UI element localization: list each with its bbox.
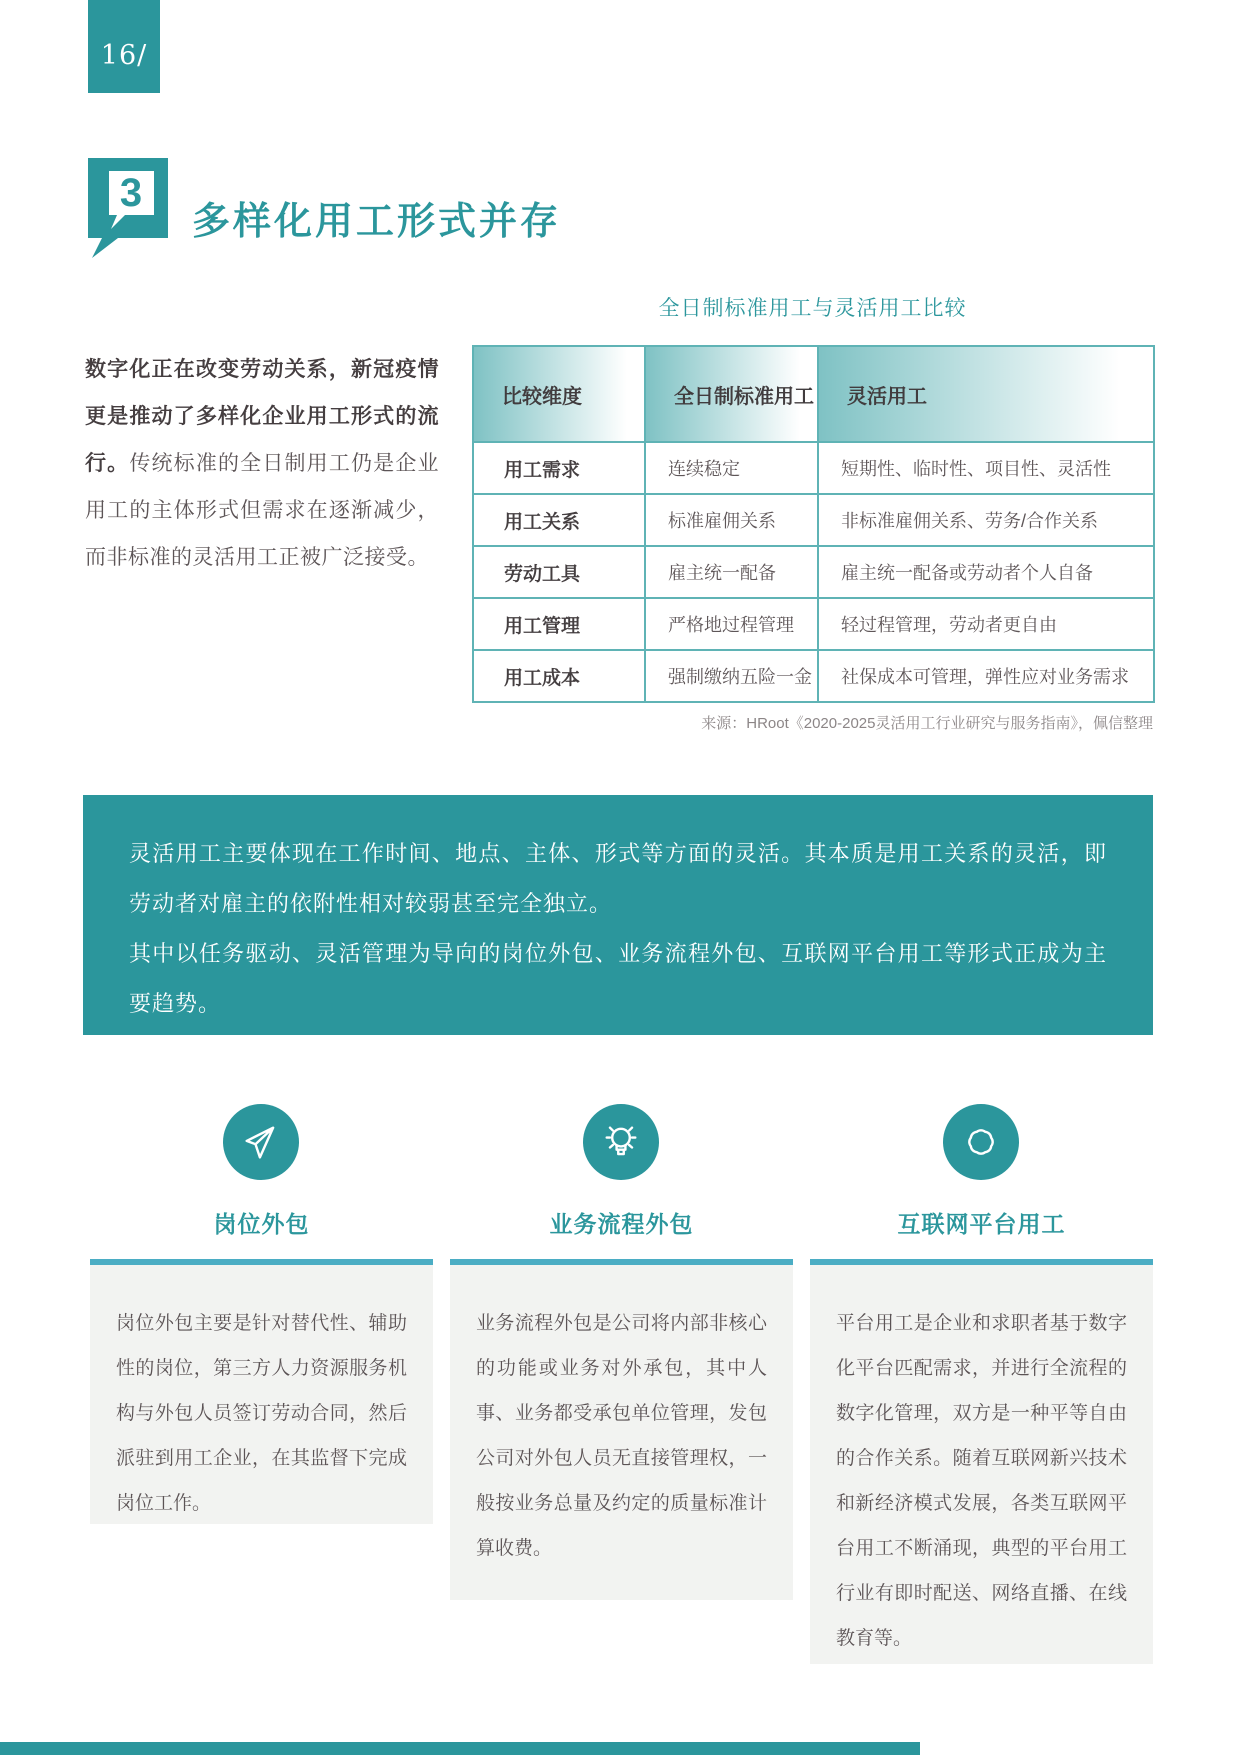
column-title-platform: 互联网平台用工 xyxy=(897,1211,1066,1237)
fulltime-cell: 严格地过程管理 xyxy=(645,598,818,650)
bottom-accent-bar xyxy=(0,1742,920,1755)
fulltime-cell: 雇主统一配备 xyxy=(645,546,818,598)
header-cell-fulltime: 全日制标准用工 xyxy=(645,346,818,442)
fulltime-cell: 连续稳定 xyxy=(645,442,818,494)
intro-paragraph xyxy=(85,346,439,581)
table-row xyxy=(473,546,1154,598)
section-badge xyxy=(88,158,170,260)
column-title-bpo: 业务流程外包 xyxy=(549,1211,694,1237)
intro-normal-text: 传统标准的全日制用工仍是企业用工的主体形式但需求在逐渐减少，而非标准的灵活用工正被广泛接受。 xyxy=(85,452,440,569)
table-row xyxy=(473,442,1154,494)
comparison-table xyxy=(472,345,1153,703)
row-label: 用工成本 xyxy=(473,650,645,702)
table-row xyxy=(473,650,1154,702)
row-label: 用工需求 xyxy=(473,442,645,494)
card-text: 岗位外包主要是针对替代性、辅助性的岗位，第三方人力资源服务机构与外包人员签订劳动合同，然后派驻到用工企业，在其监督下完成岗位工作。 xyxy=(90,1265,433,1524)
intro-bold-text: 数字化正在改变劳动关系，新冠疫情更是推动了多样化企业用工形式的流行。 xyxy=(85,358,439,475)
card-bpo xyxy=(450,1259,793,1600)
row-label: 劳动工具 xyxy=(473,546,645,598)
card-text: 平台用工是企业和求职者基于数字化平台匹配需求，并进行全流程的数字化管理，双方是一种平等自由的合作关系。随着互联网新兴技术和新经济模式发展，各类互联网平台用工不断涌现，典型的平台用工行业有即时配送、网络直播、在线教育等。 xyxy=(810,1265,1153,1664)
table-row xyxy=(473,598,1154,650)
lightbulb-icon xyxy=(583,1104,659,1180)
header-cell-dimension: 比较维度 xyxy=(473,346,645,442)
flexible-cell: 短期性、临时性、项目性、灵活性 xyxy=(818,442,1154,494)
header-cell-flexible: 灵活用工 xyxy=(818,346,1154,442)
row-label: 用工关系 xyxy=(473,494,645,546)
row-label: 用工管理 xyxy=(473,598,645,650)
flexible-cell: 社保成本可管理，弹性应对业务需求 xyxy=(818,650,1154,702)
gear-icon xyxy=(943,1104,1019,1180)
highlight-paragraph-1: 灵活用工主要体现在工作时间、地点、主体、形式等方面的灵活。其本质是用工关系的灵活，即劳动者对雇主的依附性相对较弱甚至完全独立。 xyxy=(129,841,1107,916)
card-job-outsourcing xyxy=(90,1259,433,1524)
highlight-banner xyxy=(83,795,1153,1035)
card-platform xyxy=(810,1259,1153,1664)
flexible-cell: 轻过程管理，劳动者更自由 xyxy=(818,598,1154,650)
flexible-cell: 雇主统一配备或劳动者个人自备 xyxy=(818,546,1154,598)
table-title: 全日制标准用工与灵活用工比较 xyxy=(658,297,967,320)
badge-number: 3 xyxy=(119,171,143,215)
paper-plane-icon xyxy=(223,1104,299,1180)
fulltime-cell: 标准雇佣关系 xyxy=(645,494,818,546)
table-header-row xyxy=(473,346,1154,442)
fulltime-cell: 强制缴纳五险一金 xyxy=(645,650,818,702)
table-row xyxy=(473,494,1154,546)
highlight-paragraph-2: 其中以任务驱动、灵活管理为导向的岗位外包、业务流程外包、互联网平台用工等形式正成为主要趋势。 xyxy=(129,941,1107,1016)
section-title: 多样化用工形式并存 xyxy=(192,201,562,243)
page-number-badge: 16/ xyxy=(88,0,160,93)
source-note: 来源：HRoot《2020-2025灵活用工行业研究与服务指南》，佩信整理 xyxy=(701,715,1153,732)
column-title-job-outsourcing: 岗位外包 xyxy=(213,1211,310,1237)
card-text: 业务流程外包是公司将内部非核心的功能或业务对外承包，其中人事、业务都受承包单位管理，发包公司对外包人员无直接管理权，一般按业务总量及约定的质量标准计算收费。 xyxy=(450,1265,793,1600)
flexible-cell: 非标准雇佣关系、劳务/合作关系 xyxy=(818,494,1154,546)
